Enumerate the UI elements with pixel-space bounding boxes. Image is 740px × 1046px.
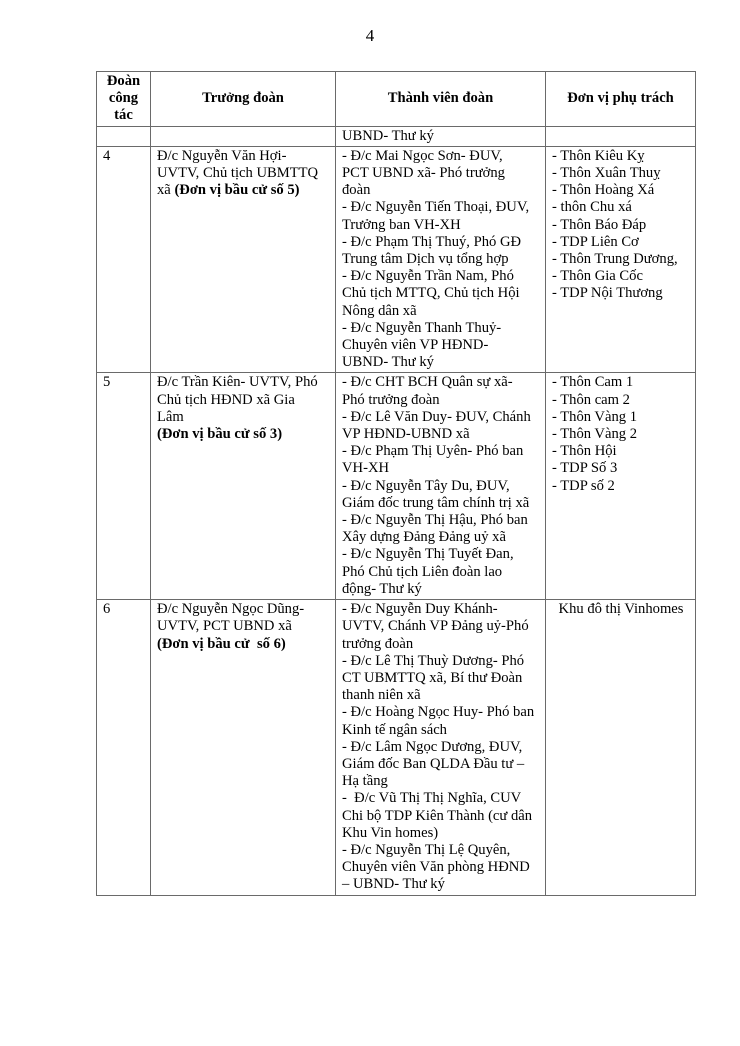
member-line: PCT UBND xã- Phó trưởng <box>342 165 505 182</box>
member-line: trưởng đoàn <box>342 635 414 652</box>
cell-units <box>546 146 696 373</box>
member-line: Giám đốc trung tâm chính trị xã <box>342 494 530 511</box>
election-unit: (Đơn vị bầu cử số 5) <box>174 182 300 199</box>
unit-item: - TDP Nội Thương <box>552 285 663 302</box>
election-unit: (Đơn vị bầu cử số 3) <box>157 426 283 443</box>
member-line: - Đ/c Nguyễn Thanh Thuỷ- <box>342 319 502 336</box>
unit-item: - Thôn Kiêu Kỵ <box>552 147 645 164</box>
header-line: công <box>108 90 139 107</box>
member-line: - Đ/c Lâm Ngọc Dương, ĐUV, <box>342 738 523 755</box>
member-line: Nông dân xã <box>342 302 417 319</box>
page-number: 4 <box>365 26 375 45</box>
leader-line <box>157 182 330 199</box>
cell-leader <box>151 373 336 600</box>
unit-item: - Thôn cam 2 <box>552 391 630 408</box>
member-line: VH-XH <box>342 460 390 477</box>
member-line: Chuyên viên VP HĐND- <box>342 337 489 354</box>
member-line: động- Thư ký <box>342 580 422 597</box>
member-line: CT UBMTTQ xã, Bí thư Đoàn <box>342 669 523 686</box>
member-line: Phó Chủ tịch Liên đoàn lao <box>342 563 503 580</box>
member-line: - Đ/c Hoàng Ngọc Huy- Phó ban <box>342 704 535 721</box>
cell-number: 5 <box>97 373 151 600</box>
header-delegation <box>97 72 151 127</box>
member-line: – UBND- Thư ký <box>342 876 445 893</box>
table-row <box>97 373 696 600</box>
election-unit: (Đơn vị bầu cử số 6) <box>157 635 286 652</box>
member-line: Chuyên viên Văn phòng HĐND <box>342 859 530 876</box>
member-line: Chủ tịch MTTQ, Chủ tịch Hội <box>342 285 520 302</box>
member-line: Hạ tầng <box>342 773 388 790</box>
member-line: - Đ/c Mai Ngọc Sơn- ĐUV, <box>342 147 503 164</box>
unit-item: - Thôn Gia Cốc <box>552 268 643 285</box>
header-units: Đơn vị phụ trách <box>546 72 696 127</box>
work-delegation-table <box>96 71 696 896</box>
unit-item: - TDP Số 3 <box>552 460 618 477</box>
header-members: Thành viên đoàn <box>336 72 546 127</box>
leader-line: UVTV, Chủ tịch UBMTTQ <box>157 165 319 182</box>
member-line: - Đ/c Nguyễn Thị Tuyết Đan, <box>342 546 514 563</box>
leader-line: Chủ tịch HĐND xã Gia <box>157 391 295 408</box>
cell-units <box>546 373 696 600</box>
member-line: - Đ/c Nguyễn Duy Khánh- <box>342 601 498 618</box>
unit-item: - Thôn Cam 1 <box>552 374 634 391</box>
member-line: - Đ/c Lê Văn Duy- ĐUV, Chánh <box>342 408 531 425</box>
member-line: Trung tâm Dịch vụ tổng hợp <box>342 251 509 268</box>
member-line: Chi bộ TDP Kiên Thành (cư dân <box>342 807 533 824</box>
member-line: Kinh tế ngân sách <box>342 721 447 738</box>
table-row <box>97 146 696 373</box>
leader-line: Đ/c Trần Kiên- UVTV, Phó <box>157 374 318 391</box>
member-line: - Đ/c Nguyễn Tây Du, ĐUV, <box>342 477 510 494</box>
cell-leader <box>151 146 336 373</box>
member-line: đoàn <box>342 182 371 199</box>
member-line: Giám đốc Ban QLDA Đầu tư – <box>342 755 525 772</box>
unit-item: - Thôn Hoàng Xá <box>552 182 655 199</box>
cell-leader <box>151 126 336 146</box>
cell-leader <box>151 600 336 895</box>
cell-number: 6 <box>97 600 151 895</box>
table-row-continuation <box>97 126 696 146</box>
member-line: - Đ/c Vũ Thị Thị Nghĩa, CUV <box>342 790 522 807</box>
leader-line: UVTV, PCT UBND xã <box>157 618 292 635</box>
member-line: thanh niên xã <box>342 687 421 704</box>
unit-item: Khu đô thị Vinhomes <box>558 601 684 618</box>
member-line: - Đ/c Lê Thị Thuỳ Dương- Phó <box>342 652 525 669</box>
unit-item: - Thôn Xuân Thuỵ <box>552 165 661 182</box>
header-line: tác <box>114 107 133 124</box>
leader-text: xã <box>157 182 175 199</box>
leader-line: Đ/c Nguyễn Ngọc Dũng- <box>157 601 305 618</box>
member-line: Phó trưởng đoàn <box>342 391 440 408</box>
cell-members <box>336 146 546 373</box>
unit-item: - thôn Chu xá <box>552 199 632 216</box>
table-header-row <box>97 72 696 127</box>
member-line: Khu Vin homes) <box>342 824 439 841</box>
leader-line: Lâm <box>157 408 184 425</box>
leader-line: Đ/c Nguyễn Văn Hợi- <box>157 147 287 164</box>
unit-item: - Thôn Trung Dương, <box>552 251 678 268</box>
unit-item: - Thôn Vàng 1 <box>552 408 637 425</box>
cell-members <box>336 373 546 600</box>
cell-units <box>546 126 696 146</box>
unit-item: - TDP Liên Cơ <box>552 233 639 250</box>
unit-item: - Thôn Hội <box>552 443 617 460</box>
header-leader: Trưởng đoàn <box>151 72 336 127</box>
cell-number <box>97 126 151 146</box>
member-line: - Đ/c Nguyễn Tiến Thoại, ĐUV, <box>342 199 530 216</box>
member-line: VP HĐND-UBND xã <box>342 426 470 443</box>
member-line: - Đ/c Nguyễn Thị Hậu, Phó ban <box>342 512 528 529</box>
member-line: UVTV, Chánh VP Đảng uỷ-Phó <box>342 618 529 635</box>
cell-units <box>546 600 696 895</box>
member-line: - Đ/c Nguyễn Thị Lệ Quyên, <box>342 841 511 858</box>
cell-members <box>336 600 546 895</box>
member-line: - Đ/c Nguyễn Trần Nam, Phó <box>342 268 514 285</box>
unit-item: - Thôn Báo Đáp <box>552 216 647 233</box>
table-row <box>97 600 696 895</box>
member-line: - Đ/c Phạm Thị Uyên- Phó ban <box>342 443 524 460</box>
member-line: UBND- Thư ký <box>342 354 434 371</box>
member-line: Trưởng ban VH-XH <box>342 216 461 233</box>
unit-item: - TDP số 2 <box>552 477 615 494</box>
cell-members: UBND- Thư ký <box>336 126 546 146</box>
member-line: - Đ/c Phạm Thị Thuý, Phó GĐ <box>342 233 522 250</box>
member-line: Xây dựng Đảng Đảng uỷ xã <box>342 529 506 546</box>
unit-item: - Thôn Vàng 2 <box>552 426 637 443</box>
header-line: Đoàn <box>106 73 141 89</box>
member-line: - Đ/c CHT BCH Quân sự xã- <box>342 374 513 391</box>
cell-number: 4 <box>97 146 151 373</box>
